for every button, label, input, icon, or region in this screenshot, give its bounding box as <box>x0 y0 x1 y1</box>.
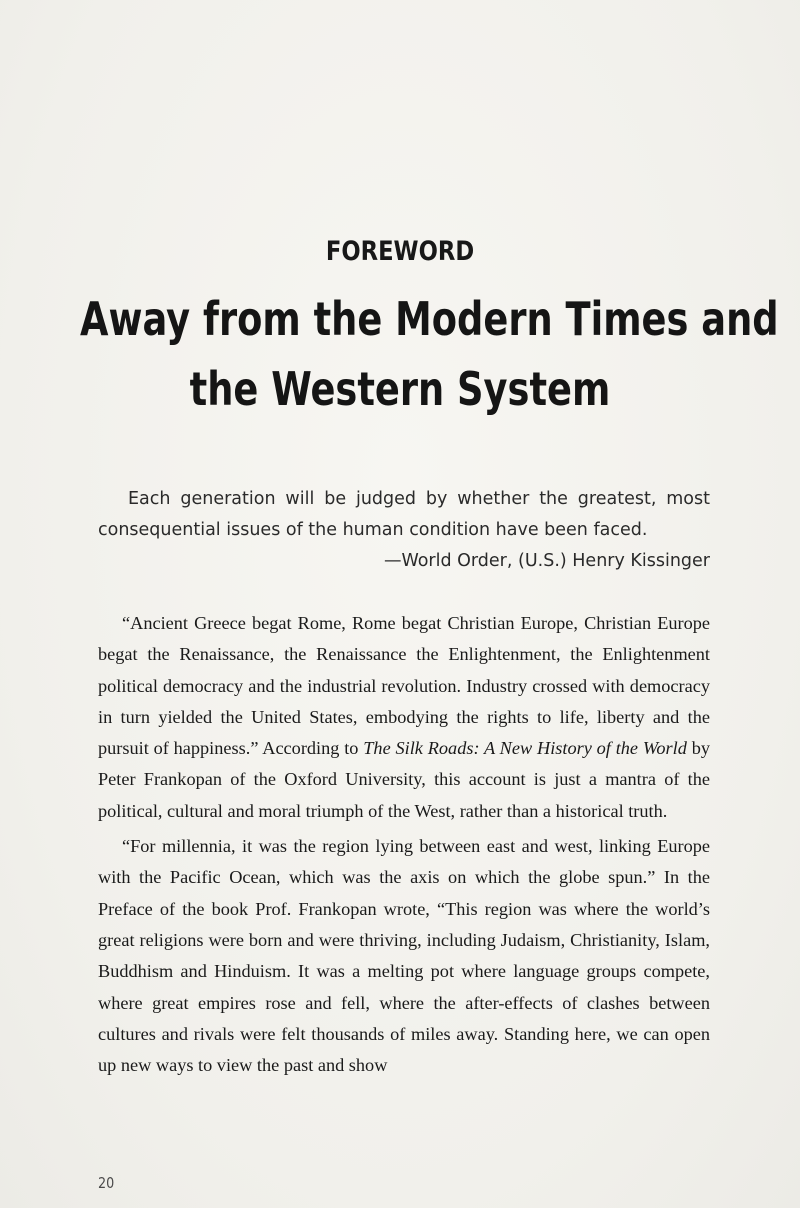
title-line-1: Away from the Modern Times and <box>80 292 779 346</box>
book-title: The Silk Roads: A New History of the World <box>363 738 687 759</box>
page-number: 20 <box>98 1174 115 1192</box>
epigraph-quote: Each generation will be judged by whether the greatest, most consequential issues of the human condition have been faced. <box>98 489 710 540</box>
paragraph-1-text-a: “Ancient Greece begat Rome, Rome begat Christian Europe, Christian Europe begat the Renaissance, the Renaissance the Enlightenment, the Enlightenment political democracy and the industrial revolution. Industry crossed with democracy in turn yielded the United States, embodying the rights to life, liberty and the pursuit of happiness.” According to <box>98 613 710 759</box>
page-title <box>80 284 779 424</box>
paragraph-2: “For millennia, it was the region lying between east and west, linking Europe with the Pacific Ocean, which was the axis on which the globe spun.” In the Preface of the book Prof. Frankopan wrote, “This region was where the world’s great religions were born and were thriving, including Judaism, Christianity, Islam, Buddhism and Hinduism. It was a melting pot where language groups compete, where great empires rose and fell, where the after-effects of clashes between cultures and rivals were felt thousands of miles away. Standing here, we can open up new ways to view the past and show <box>98 836 710 1076</box>
paragraph-1 <box>98 608 710 827</box>
epigraph-attribution: —World Order, (U.S.) Henry Kissinger <box>383 551 710 571</box>
section-kicker: FOREWORD <box>325 236 475 267</box>
title-line-2: the Western System <box>189 362 611 416</box>
epigraph <box>98 484 710 577</box>
body-text <box>98 608 710 1081</box>
paragraph-1-text-b: by Peter Frankopan of the Oxford University, this account is just a mantra of the political, cultural and moral triumph of the West, rather than a historical truth. <box>98 738 710 821</box>
